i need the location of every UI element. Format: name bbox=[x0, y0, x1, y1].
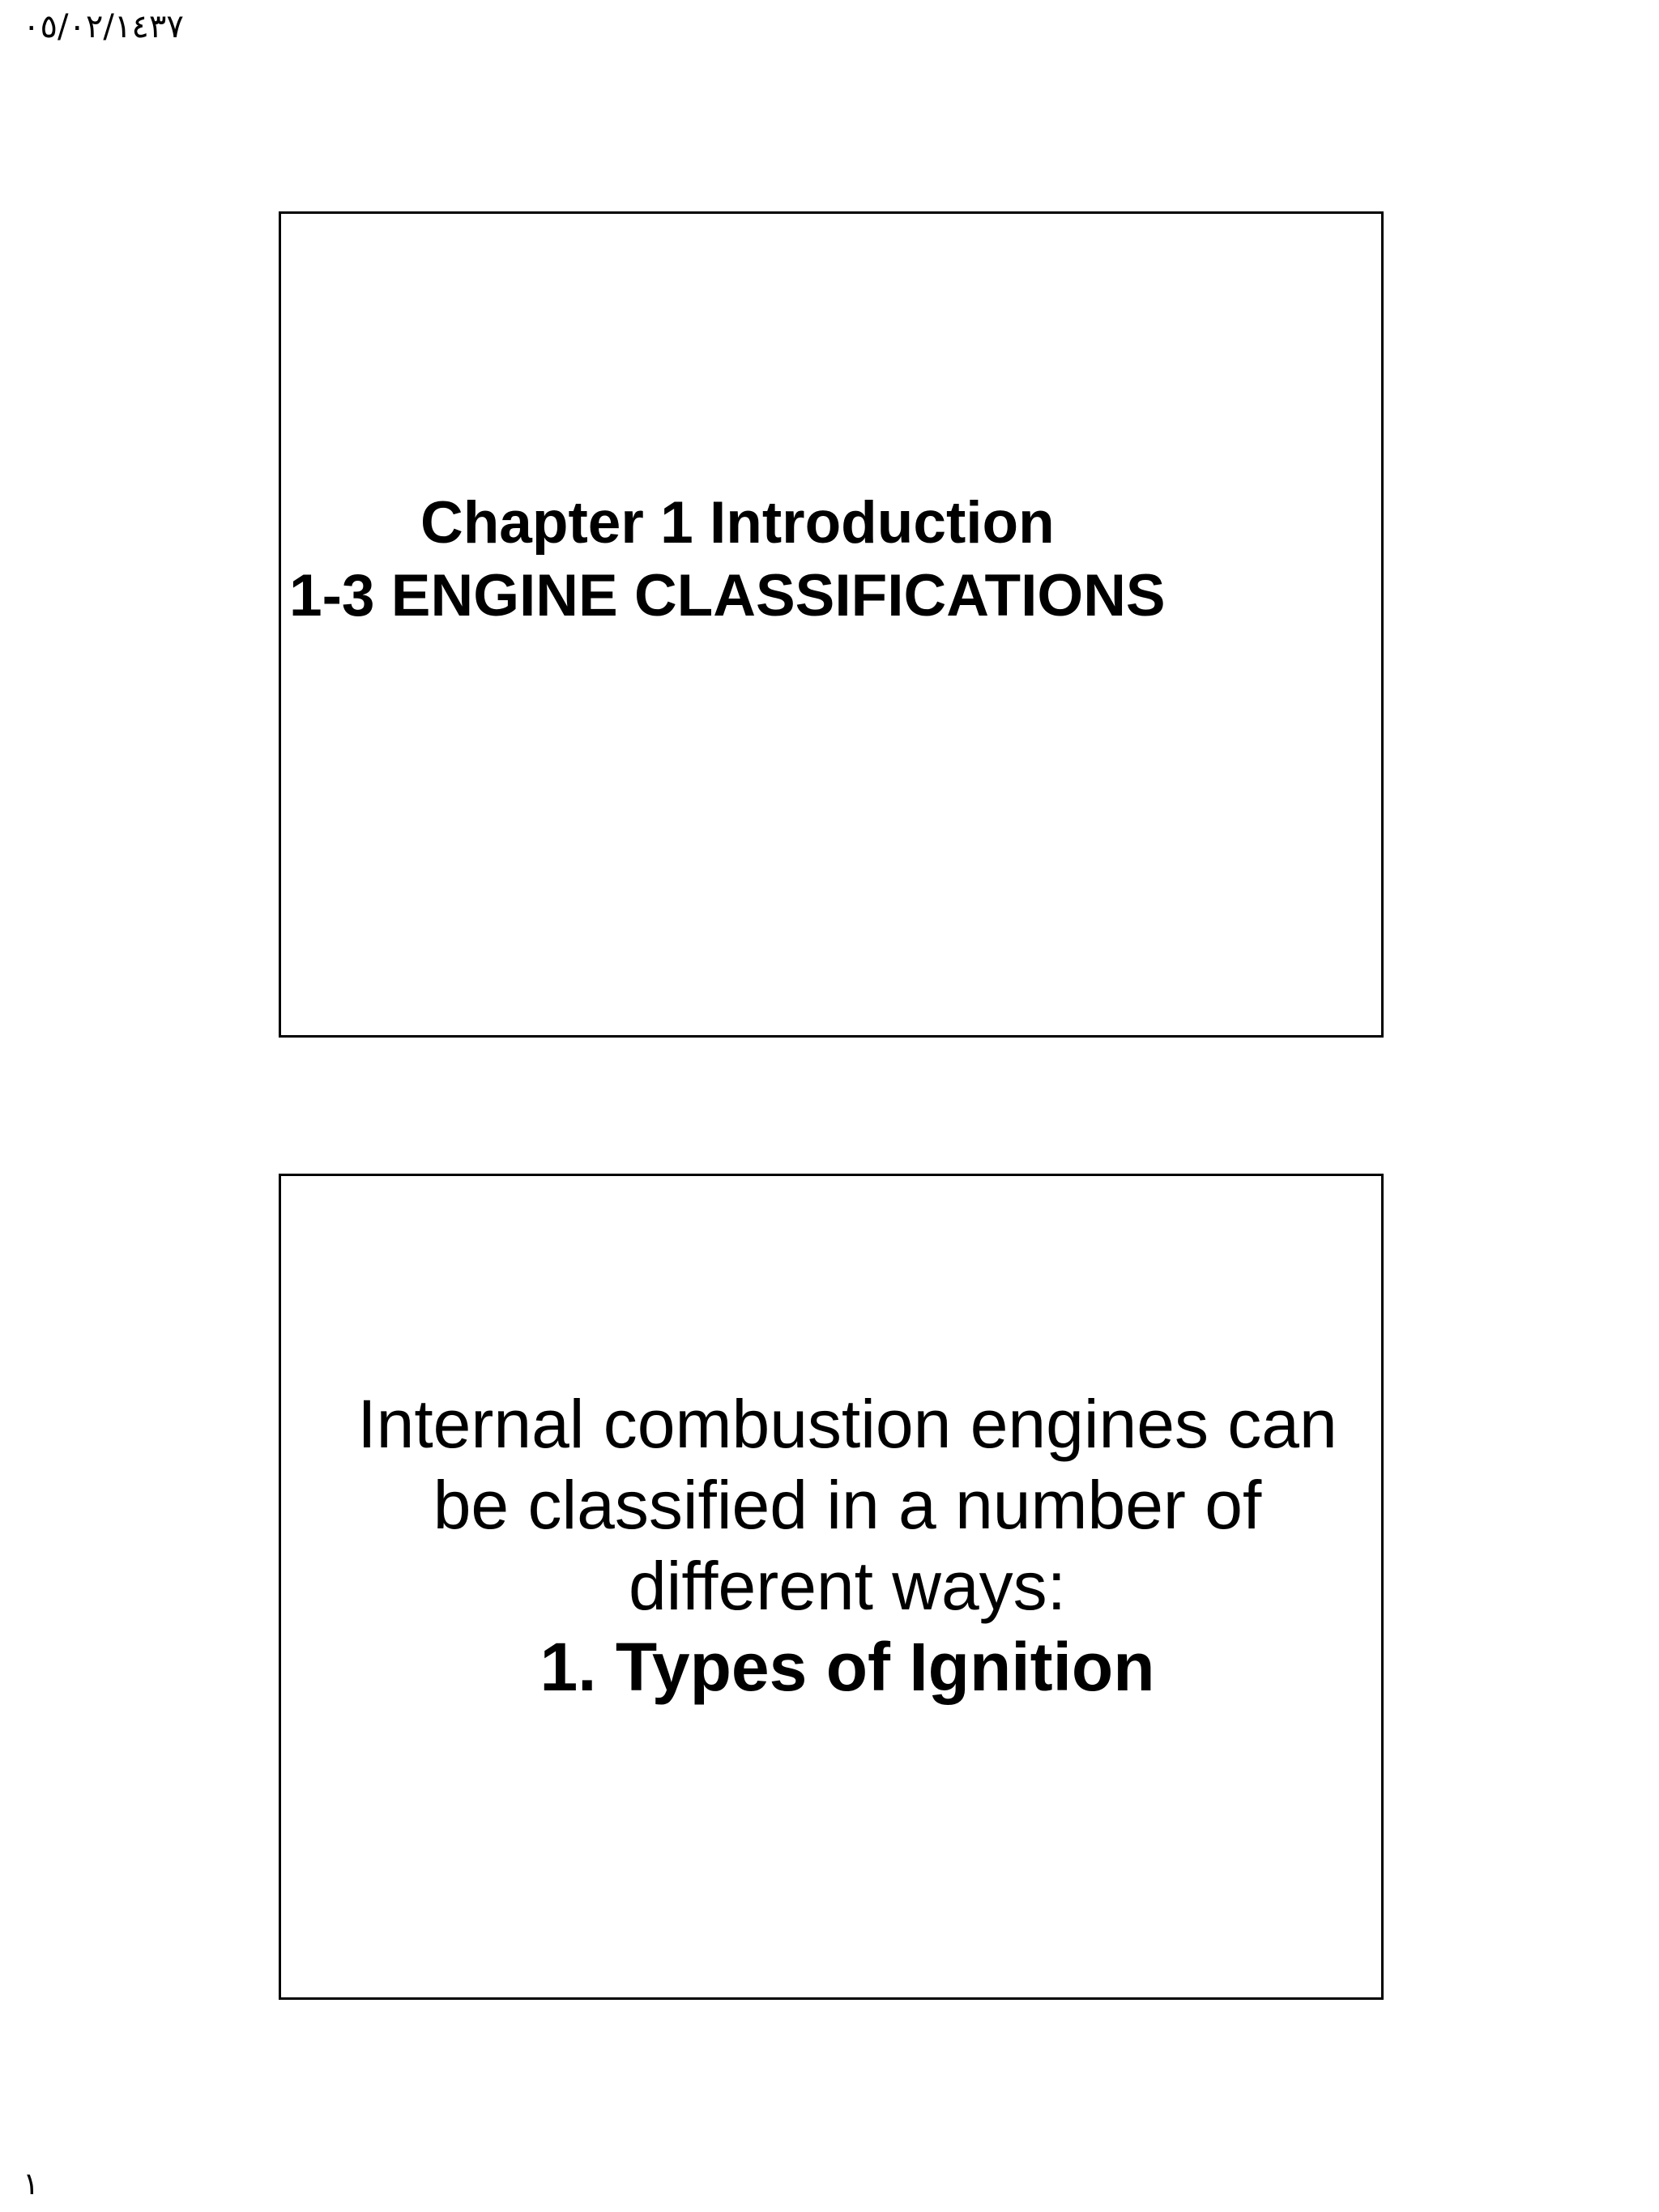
slide-2-body bbox=[313, 1383, 1381, 1707]
slide-1-subtitle: 1-3 ENGINE CLASSIFICATIONS bbox=[289, 563, 1166, 629]
slide-2-heading: 1. Types of Ignition bbox=[539, 1629, 1155, 1705]
slide-2-text-line: Internal combustion engines can bbox=[357, 1386, 1337, 1462]
header-date: ٠٥/٠٢/١٤٣٧ bbox=[23, 8, 184, 45]
page-number: ١ bbox=[23, 2166, 40, 2201]
slide-2-text-line: different ways: bbox=[628, 1548, 1067, 1624]
slide-2 bbox=[279, 1174, 1384, 2000]
slide-2-text-line: be classified in a number of bbox=[433, 1467, 1262, 1543]
slide-1-title: Chapter 1 Introduction bbox=[420, 490, 1055, 556]
slide-1 bbox=[279, 211, 1384, 1038]
